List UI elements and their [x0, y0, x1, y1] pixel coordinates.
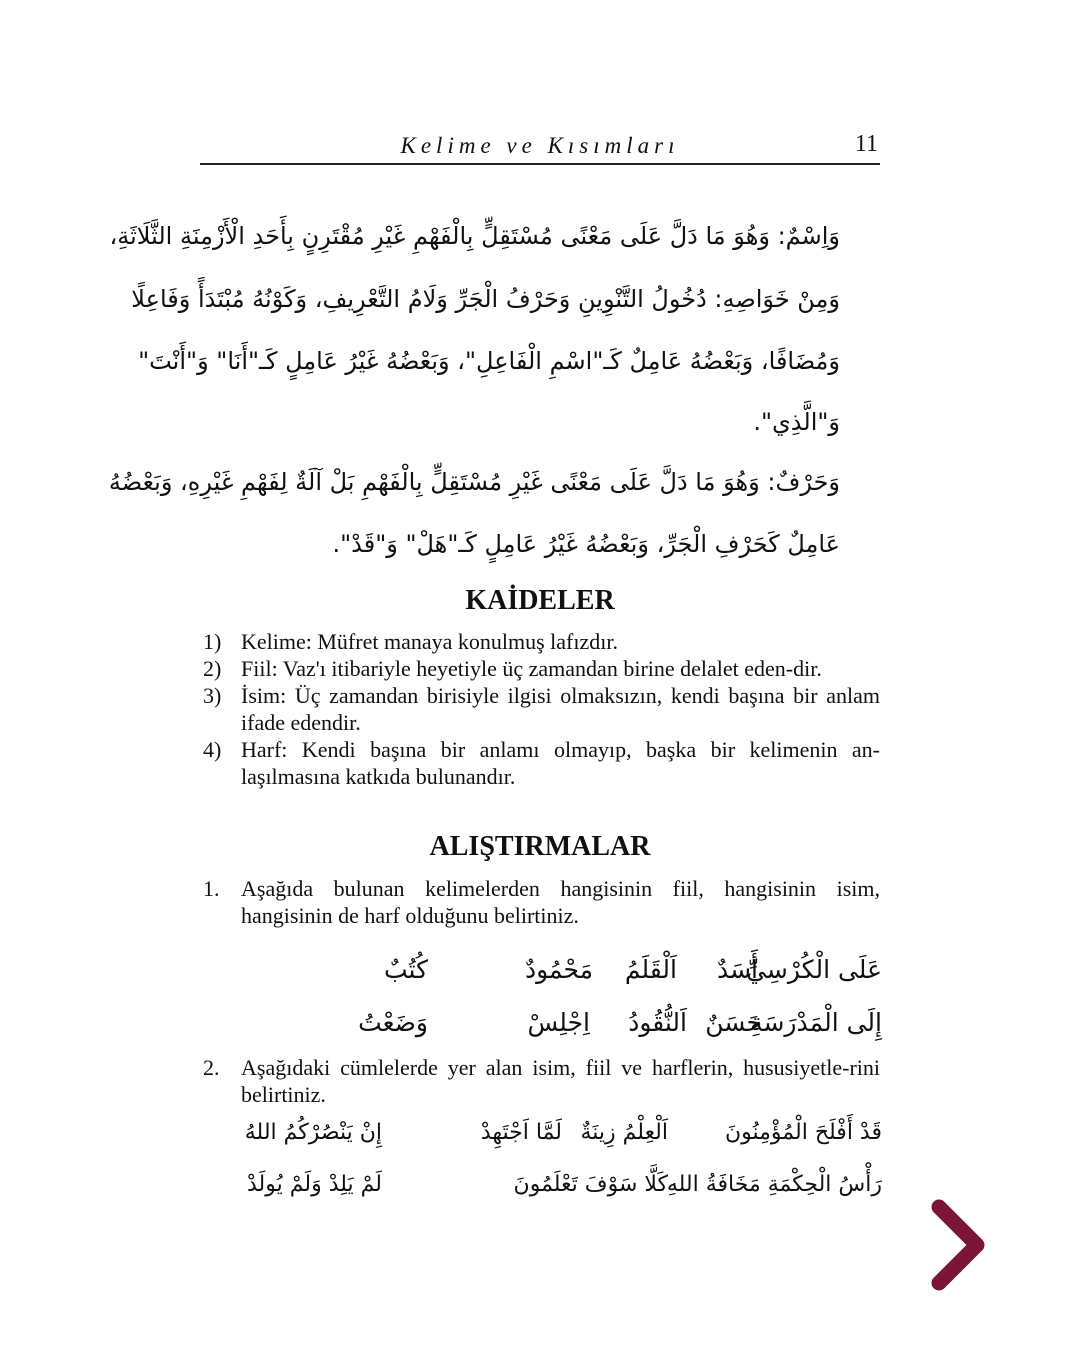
page-header: [200, 133, 880, 165]
arabic-line-6: عَامِلٌ كَحَرْفِ الْجَرِّ، وَبَعْضُهُ غَيْرُ عَامِلٍ كَـ"هَلْ" وَ"قَدْ".: [332, 530, 840, 558]
rule-text: Fiil: Vaz'ı itibariyle heyetiyle üç zamandan birine delalet eden-dir.: [241, 656, 822, 681]
exercise-2-sentence: قَدْ أَفْلَحَ الْمُؤْمِنُونَ: [724, 1120, 882, 1145]
exercise-2-sentence: لَمَّا اَجْتَهِدْ: [480, 1120, 562, 1145]
exercise-text: Aşağıdaki cümlelerde yer alan isim, fiil ve harflerin, hususiyetle-rini belirtiniz.: [241, 1055, 880, 1107]
rule-number: 2): [203, 656, 222, 681]
rule-text: İsim: Üç zamandan birisiyle ilgisi olmaksızın, kendi başına bir anlam ifade edendir.: [241, 683, 880, 735]
rule-item: [203, 655, 880, 682]
exercise-number: 2.: [203, 1055, 220, 1080]
exercise-1-word: وَضَعْتُ: [358, 1008, 428, 1037]
exercise-1-word: عَلَى الْكُرْسِيِّ: [746, 955, 882, 984]
rule-number: 1): [203, 629, 222, 654]
exercise-1-word: كُتُبٌ: [384, 955, 428, 984]
arabic-line-4: وَ"الَّذِي".: [753, 408, 840, 436]
kaideler-title: KAİDELER: [465, 585, 615, 616]
rules-list: [203, 628, 880, 790]
arabic-line-1: وَاِسْمٌ: وَهُوَ مَا دَلَّ عَلَى مَعْنًى مُسْتَقِلٍّ بِالْفَهْمِ غَيْرِ مُقْتَرِنٍ بِأَحَدِ الْأَزْمِنَةِ الثَّلَاثَةِ،: [109, 222, 840, 250]
chevron-right-icon: [925, 1195, 995, 1295]
exercise-1-word: مَحْمُودٌ: [524, 955, 593, 984]
next-page-button[interactable]: [925, 1195, 995, 1295]
rule-text: Kelime: Müfret manaya konulmuş lafızdır.: [241, 629, 618, 654]
rule-item: [203, 682, 880, 736]
exercise-2-sentence: لَمْ يَلِدْ وَلَمْ يُولَدْ: [247, 1172, 382, 1197]
exercise-1-word: أَسَدٌ: [716, 955, 758, 984]
exercise-1-word: حَسَنٌ: [705, 1008, 762, 1037]
rule-number: 3): [203, 683, 222, 708]
rule-item: [203, 736, 880, 790]
exercise-text: Aşağıda bulunan kelimelerden hangisinin fiil, hangisinin isim, hangisinin de harf olduğunu belirtiniz.: [241, 876, 880, 928]
chapter-title: Kelime ve Kısımları: [400, 133, 680, 158]
arabic-line-3: وَمُضَافًا، وَبَعْضُهُ عَامِلٌ كَـ"اسْمِ الْفَاعِلِ"، وَبَعْضُهُ غَيْرُ عَامِلٍ كَـ"أَنَا" وَ"أَنْتَ": [138, 347, 840, 375]
exercise-2-sentence: كَلَّا سَوْفَ تَعْلَمُونَ: [513, 1172, 668, 1197]
exercise-2-sentence: اَلْعِلْمُ زِينَةٌ: [580, 1120, 668, 1145]
page-number: 11: [854, 131, 878, 157]
exercise-1-word: اِجْلِسْ: [527, 1008, 590, 1037]
exercise-2-sentence: رَأْسُ الْحِكْمَةِ مَخَافَةُ اللهِ: [666, 1172, 882, 1197]
exercise-1-word: اَلْقَلَمُ: [624, 955, 677, 984]
rule-text: Harf: Kendi başına bir anlamı olmayıp, başka bir kelimenin an-laşılmasına katkıda bulunandır.: [241, 737, 880, 789]
exercise-1: [203, 875, 880, 929]
exercise-2-sentence: إِنْ يَنْصُرْكُمُ اللهُ: [244, 1120, 382, 1145]
exercise-2: [203, 1054, 880, 1108]
arabic-line-2: وَمِنْ خَوَاصِهِ: دُخُولُ التَّنْوِينِ وَحَرْفُ الْجَرِّ وَلَامُ التَّعْرِيفِ، وَكَوْنُهُ مُبْتَدَأً وَفَاعِلًا: [131, 285, 840, 313]
exercise-1-word: إِلَى الْمَدْرَسَةِ: [750, 1008, 882, 1037]
arabic-line-5: وَحَرْفٌ: وَهُوَ مَا دَلَّ عَلَى مَعْنًى غَيْرِ مُسْتَقِلٍّ بِالْفَهْمِ بَلْ آلَةٌ لِفَهْمِ غَيْرِهِ، وَبَعْضُهُ: [108, 468, 840, 496]
exercise-number: 1.: [203, 876, 220, 901]
rule-item: [203, 628, 880, 655]
exercise-1-word: اَلنُّقُودُ: [628, 1008, 687, 1037]
alistirmalar-title: ALIŞTIRMALAR: [429, 831, 651, 862]
rule-number: 4): [203, 737, 222, 762]
